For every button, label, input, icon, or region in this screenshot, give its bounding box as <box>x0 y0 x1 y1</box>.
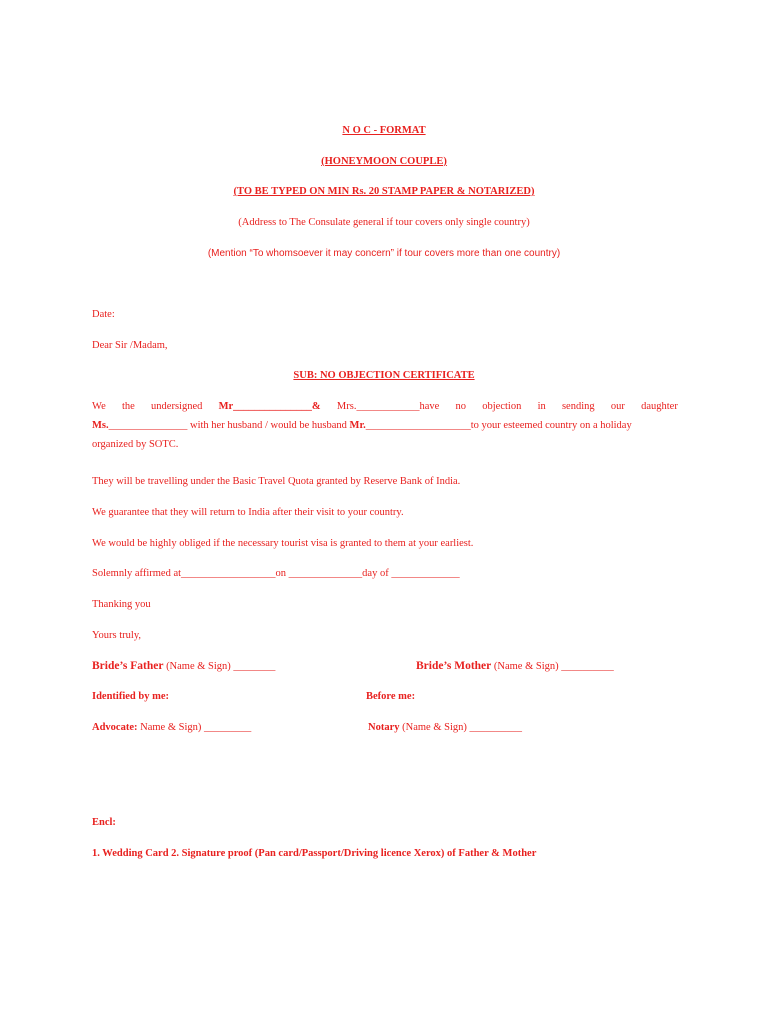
solemnly-affirmed: Solemnly affirmed at__________________on ______________day of _____________ <box>92 568 460 579</box>
before-me-label: Before me: <box>366 691 416 702</box>
salutation: Dear Sir /Madam, <box>92 340 168 351</box>
notary-signature <box>368 722 522 733</box>
enclosures-label: Encl: <box>92 817 116 828</box>
bride-father-label: Bride’s Father <box>92 660 164 672</box>
mr-blank: ____________________to your esteemed country on a holiday <box>365 420 632 431</box>
word: in <box>537 401 546 412</box>
stamp-paper-instruction: (TO BE TYPED ON MIN Rs. 20 STAMP PAPER & NOTARIZED) <box>233 186 535 197</box>
identified-by-label: Identified by me: <box>92 691 169 702</box>
bride-father-signature <box>92 660 275 672</box>
word: our <box>610 401 625 412</box>
ms-blank: _______________ with her husband / would be husband <box>108 420 350 431</box>
bride-mother-blank: (Name & Sign) __________ <box>491 661 614 672</box>
mr-label: Mr. <box>349 420 366 431</box>
mention-note: (Mention “To whomsoever it may concern” if tour covers more than one country) <box>207 248 561 259</box>
ms-label: Ms. <box>92 420 109 431</box>
word: We <box>92 401 106 412</box>
mr-blank: Mr_______________& <box>218 401 321 412</box>
word: no <box>455 401 467 412</box>
bride-mother-signature <box>416 660 614 672</box>
document-title: N O C - FORMAT <box>342 125 426 136</box>
bride-father-blank: (Name & Sign) ________ <box>163 661 276 672</box>
word: the <box>121 401 135 412</box>
yours-truly: Yours truly, <box>92 630 142 641</box>
mrs-blank: Mrs.____________have <box>336 401 440 412</box>
date-label: Date: <box>92 309 115 320</box>
advocate-blank: Name & Sign) _________ <box>137 722 252 733</box>
document-subtitle: (HONEYMOON COUPLE) <box>321 156 447 167</box>
thanking-you: Thanking you <box>92 599 151 610</box>
word: sending <box>561 401 595 412</box>
address-note: (Address to The Consulate general if tour covers only single country) <box>238 217 530 228</box>
para1-line2 <box>92 420 632 431</box>
advocate-signature <box>92 722 251 733</box>
advocate-label: Advocate: <box>92 722 138 733</box>
enclosures-list: 1. Wedding Card 2. Signature proof (Pan card/Passport/Driving licence Xerox) of Father & Mother <box>92 848 537 859</box>
word: objection <box>482 401 522 412</box>
word: undersigned <box>151 401 203 412</box>
notary-label: Notary <box>368 722 400 733</box>
bride-mother-label: Bride’s Mother <box>416 660 492 672</box>
para-guarantee: We guarantee that they will return to India after their visit to your country. <box>92 507 404 518</box>
para-travel-quota: They will be travelling under the Basic Travel Quota granted by Reserve Bank of India. <box>92 476 461 487</box>
word: daughter <box>641 401 678 412</box>
subject-line: SUB: NO OBJECTION CERTIFICATE <box>293 370 475 381</box>
notary-blank: (Name & Sign) __________ <box>399 722 522 733</box>
para-obliged: We would be highly obliged if the necessary tourist visa is granted to them at your earliest. <box>92 538 474 549</box>
para1-line3: organized by SOTC. <box>92 439 179 450</box>
para1-line1 <box>92 401 678 412</box>
